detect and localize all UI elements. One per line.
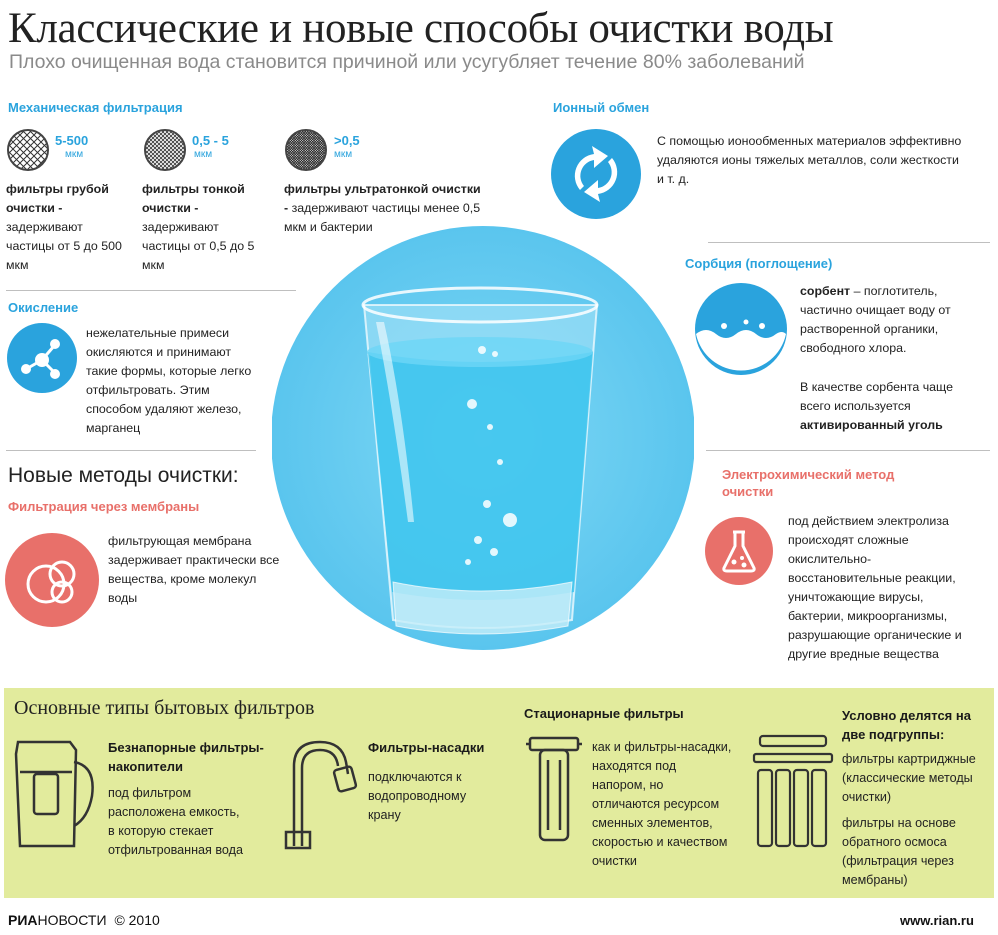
divider (6, 450, 256, 451)
sorption-text-2: В качестве сорбента чаще всего используется активированный уголь (800, 380, 953, 432)
water-glass-illustration (272, 222, 694, 662)
ultrafine-filter-text: фильтры ультратонкой очистки - задерживают частицы менее 0,5 мкм и бактерии (284, 182, 481, 234)
divider (6, 290, 296, 291)
subgroups-text-1: фильтры картриджные (классические методы очистки) (842, 752, 976, 804)
pitcher-icon (8, 734, 100, 856)
subgroups-heading: Условно делятся на две подгруппы: (842, 708, 971, 742)
stationary-heading: Стационарные фильтры (524, 706, 684, 721)
faucet-attachment-icon (280, 736, 366, 856)
divider (706, 450, 990, 451)
ion-exchange-icon (550, 128, 642, 220)
electro-heading: Электрохимический метод очистки (722, 467, 895, 499)
coarse-mesh-size: 5-500 мкм (55, 133, 89, 160)
molecule-icon (6, 322, 78, 394)
ria-novosti-logo: РИАНОВОСТИ © 2010 (8, 912, 160, 928)
new-methods-heading: Новые методы очистки: (8, 464, 239, 487)
membrane-heading: Фильтрация через мембраны (8, 499, 200, 514)
membrane-text: фильтрующая мембрана задерживает практически все вещества, кроме молекул воды (108, 534, 280, 605)
fine-mesh-size: 0,5 - 5 мкм (192, 133, 229, 160)
stationary-filter-icon (526, 730, 582, 850)
membrane-icon (4, 532, 100, 628)
page-title: Классические и новые способы очистки воды (8, 5, 834, 52)
sorption-icon (694, 282, 788, 376)
divider (708, 242, 990, 243)
ultrafine-mesh-icon (284, 128, 328, 172)
household-title: Основные типы бытовых фильтров (14, 697, 315, 719)
faucet-text: подключаются к водопроводному крану (368, 770, 467, 822)
oxidation-text: нежелательные примеси окисляются и принимают такие формы, которые легко отфильтровать. Этим способом удаляют железо, марганец (86, 326, 252, 435)
oxidation-heading: Окисление (8, 300, 79, 315)
fine-mesh-icon (143, 128, 187, 172)
fine-filter-text: фильтры тонкой очистки - задерживают частицы от 0,5 до 5 мкм (142, 182, 255, 272)
coarse-filter-text: фильтры грубой очистки - задерживают частицы от 5 до 500 мкм (6, 182, 122, 272)
ultrafine-mesh-size: >0,5 мкм (334, 133, 360, 160)
source-url[interactable]: www.rian.ru (900, 913, 974, 928)
pitcher-heading: Безнапорные фильтры-накопители (108, 740, 264, 774)
pitcher-text: под фильтром расположена емкость, в которую стекает отфильтрованная вода (108, 786, 244, 857)
mechanical-heading: Механическая фильтрация (8, 100, 183, 115)
electro-text: под действием электролиза происходят сложные окислительно-восстановительные реакции, уничтожающие вирусы, бактерии, микроорганизмы, разрушающие органические и другие вредные вещества (788, 514, 962, 661)
subgroups-text-2: фильтры на основе обратного осмоса (фильтрация через мембраны) (842, 816, 956, 887)
stationary-text: как и фильтры-насадки, находятся под напором, но отличаются ресурсом сменных элементов, скоростью и качеством очистки (592, 740, 732, 868)
coarse-mesh-icon (6, 128, 50, 172)
page-subtitle: Плохо очищенная вода становится причиной или усугубляет течение 80% заболеваний (9, 51, 805, 73)
faucet-heading: Фильтры-насадки (368, 740, 485, 755)
flask-icon (704, 516, 774, 586)
sorption-text-1: сорбент – поглотитель, частично очищает воду от растворенной органики, свободного хлора. (800, 284, 951, 355)
reverse-osmosis-icon (750, 730, 836, 854)
ion-exchange-text: С помощью ионообменных материалов эффективно удаляются ионы тяжелых металлов, соли жесткости и т. д. (657, 134, 962, 186)
sorption-heading: Сорбция (поглощение) (685, 256, 833, 271)
ion-exchange-heading: Ионный обмен (553, 100, 650, 115)
